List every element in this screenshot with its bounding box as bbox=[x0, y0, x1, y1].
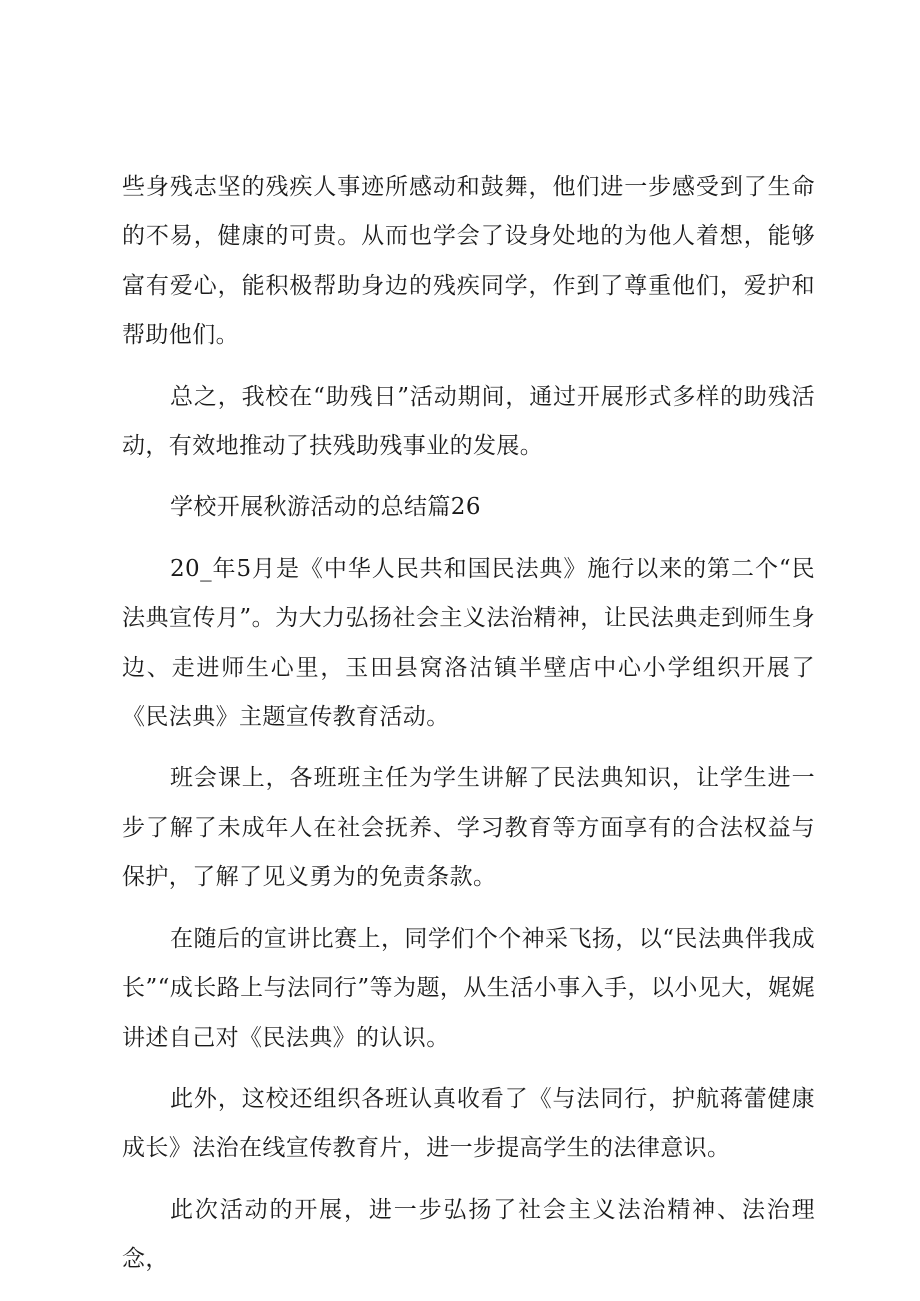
paragraph-video: 此外，这校还组织各班认真收看了《与法同行，护航蒋蕾健康成长》法治在线宣传教育片，进一步提高学生的法律意识。 bbox=[122, 1085, 815, 1162]
paragraph-continuation: 些身残志坚的残疾人事迹所感动和鼓舞，他们进一步感受到了生命的不易，健康的可贵。从而也学会了设身处地的为他人着想，能够富有爱心，能积极帮助身边的残疾同学，作到了尊重他们，爱护和帮助他们。 bbox=[122, 174, 815, 349]
paragraph-intro: 20_年5月是《中华人民共和国民法典》施行以来的第二个“民法典宣传月”。为大力弘扬社会主义法治精神，让民法典走到师生身边、走进师生心里，玉田县窝洛沽镇半壁店中心小学组织开展了《民法典》主题宣传教育活动。 bbox=[122, 555, 815, 731]
paragraph-conclusion: 此次活动的开展，进一步弘扬了社会主义法治精神、法治理念， bbox=[122, 1196, 815, 1273]
section-heading: 学校开展秋游活动的总结篇26 bbox=[170, 494, 481, 521]
document-body bbox=[122, 163, 815, 1285]
paragraph-class-meeting: 班会课上，各班班主任为学生讲解了民法典知识，让学生进一步了解了未成年人在社会抚养、学习教育等方面享有的合法权益与保护，了解了见义勇为的免责条款。 bbox=[122, 765, 815, 891]
paragraph-speech-contest: 在随后的宣讲比赛上，同学们个个神采飞扬，以“民法典伴我成长”“成长路上与法同行”等为题，从生活小事入手，以小见大，娓娓讲述自己对《民法典》的认识。 bbox=[122, 925, 815, 1051]
paragraph-summary: 总之，我校在“助残日”活动期间，通过开展形式多样的助残活动，有效地推动了扶残助残事业的发展。 bbox=[122, 383, 815, 460]
